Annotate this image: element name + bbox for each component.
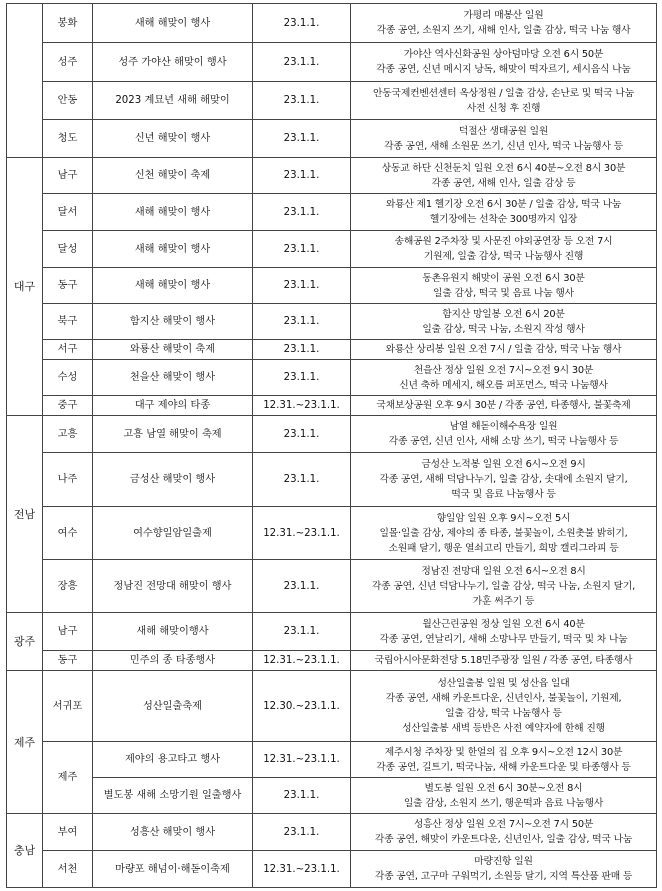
date-cell: 23.1.1. <box>253 120 351 158</box>
table-row <box>7 742 657 778</box>
date-cell: 23.1.1. <box>253 43 351 82</box>
event-name-cell: 함지산 해맞이 행사 <box>93 304 253 340</box>
date-cell: 23.1.1. <box>253 453 351 507</box>
details-cell: 제주시청 주차장 및 한얼의 집 오후 9시~오전 12시 30분 각종 공연, 길트기, 떡국나눔, 새해 카운트다운 및 타종행사 등 <box>351 742 657 778</box>
details-cell: 천을산 정상 일원 오전 7시~오전 9시 30분 신년 축하 메세지, 해오름 퍼포먼스, 떡국 나눔행사 <box>351 360 657 396</box>
event-name-cell: 성산일출축제 <box>93 671 253 742</box>
table-row <box>7 304 657 340</box>
region-cell: 충남 <box>7 814 43 888</box>
table-row <box>7 268 657 304</box>
date-cell: 23.1.1. <box>253 613 351 651</box>
event-name-cell: 새해 해맞이행사 <box>93 613 253 651</box>
date-cell: 12.31.~23.1.1. <box>253 742 351 778</box>
table-row <box>7 560 657 613</box>
date-cell: 23.1.1. <box>253 340 351 360</box>
district-cell: 여수 <box>43 507 93 560</box>
event-name-cell: 고흥 남열 해맞이 축제 <box>93 416 253 453</box>
details-cell: 송해공원 2주차장 및 사문진 야외공연장 등 오전 7시 기원제, 일출 감상, 떡국 나눔행사 진행 <box>351 231 657 268</box>
table-row <box>7 43 657 82</box>
region-cell: 대구 <box>7 158 43 416</box>
date-cell: 23.1.1. <box>253 4 351 43</box>
event-name-cell: 새해 해맞이 행사 <box>93 194 253 231</box>
events-table <box>6 3 657 888</box>
details-cell: 성산일출봉 일원 및 성산읍 일대 각종 공연, 새해 카운트다운, 신년인사, 불꽃놀이, 기원제, 일출 감상, 떡국 나눔행사 등 성산일출봉 새벽 등반은 사전 예약자에 한해 진행 <box>351 671 657 742</box>
event-name-cell: 성주 가야산 해맞이 행사 <box>93 43 253 82</box>
event-name-cell: 정남진 전망대 해맞이 행사 <box>93 560 253 613</box>
district-cell: 동구 <box>43 651 93 671</box>
table-row <box>7 671 657 742</box>
date-cell: 12.31.~23.1.1. <box>253 396 351 416</box>
district-cell: 수성 <box>43 360 93 396</box>
table-row <box>7 194 657 231</box>
details-cell: 금성산 노적봉 일원 오전 6시~오전 9시 각종 공연, 새해 덕담나누기, 일출 감상, 솟대에 소원지 달기, 떡국 및 음료 나눔행사 등 <box>351 453 657 507</box>
event-name-cell: 금성산 해맞이 행사 <box>93 453 253 507</box>
table-row <box>7 651 657 671</box>
region-cell: 전남 <box>7 416 43 613</box>
district-cell: 나주 <box>43 453 93 507</box>
table-row <box>7 814 657 851</box>
event-name-cell: 민주의 종 타종행사 <box>93 651 253 671</box>
details-cell: 별도봉 일원 오전 6시 30분~오전 8시 일출 감상, 소원지 쓰기, 행운떡과 음료 나눔행사 <box>351 778 657 814</box>
date-cell: 12.31.~23.1.1. <box>253 651 351 671</box>
event-name-cell: 마량포 해넘이·해돋이축제 <box>93 851 253 888</box>
district-cell: 서귀포 <box>43 671 93 742</box>
district-cell: 달성 <box>43 231 93 268</box>
details-cell: 와룡산 상리봉 일원 오전 7시 / 일출 감상, 떡국 나눔 행사 <box>351 340 657 360</box>
details-cell: 국립아시아문화전당 5.18민주광장 일원 / 각종 공연, 타종행사 <box>351 651 657 671</box>
district-cell: 안동 <box>43 82 93 120</box>
table-row <box>7 120 657 158</box>
date-cell: 23.1.1. <box>253 360 351 396</box>
district-cell: 성주 <box>43 43 93 82</box>
date-cell: 23.1.1. <box>253 268 351 304</box>
region-cell: 광주 <box>7 613 43 671</box>
details-cell: 동촌유원지 해맞이 공원 오전 6시 30분 일출 감상, 떡국 및 음료 나눔 행사 <box>351 268 657 304</box>
event-name-cell: 와룡산 해맞이 축제 <box>93 340 253 360</box>
event-name-cell: 신년 해맞이 행사 <box>93 120 253 158</box>
date-cell: 23.1.1. <box>253 416 351 453</box>
table-row <box>7 340 657 360</box>
date-cell: 23.1.1. <box>253 560 351 613</box>
date-cell: 23.1.1. <box>253 231 351 268</box>
table-row <box>7 453 657 507</box>
district-cell: 달서 <box>43 194 93 231</box>
details-cell: 덕절산 생태공원 일원 각종 공연, 새해 소원문 쓰기, 신년 인사, 떡국 나눔행사 등 <box>351 120 657 158</box>
table-row <box>7 360 657 396</box>
details-cell: 정남진 전망대 일원 오전 6시~오전 8시 각종 공연, 신년 덕담나누기, 일출 감상, 떡국 나눔, 소원지 달기, 가훈 써주기 등 <box>351 560 657 613</box>
table-row <box>7 231 657 268</box>
details-cell: 가야산 역사신화공원 상아덤마당 오전 6시 50분 각종 공연, 신년 메시지 낭독, 해맞이 떡자르기, 세시음식 나눔 <box>351 43 657 82</box>
district-cell: 북구 <box>43 304 93 340</box>
event-name-cell: 새해 해맞이 행사 <box>93 268 253 304</box>
date-cell: 23.1.1. <box>253 158 351 194</box>
date-cell: 23.1.1. <box>253 82 351 120</box>
district-cell: 서천 <box>43 851 93 888</box>
event-name-cell: 여수향일암일출제 <box>93 507 253 560</box>
date-cell: 23.1.1. <box>253 194 351 231</box>
date-cell: 12.31.~23.1.1. <box>253 851 351 888</box>
details-cell: 와룡산 제1 헬기장 오전 6시 30분 / 일출 감상, 떡국 나눔 헬기장에는 선착순 300명까지 입장 <box>351 194 657 231</box>
district-cell: 장흥 <box>43 560 93 613</box>
details-cell: 함지산 망일봉 오전 6시 20분 일출 감상, 떡국 나눔, 소원지 작성 행사 <box>351 304 657 340</box>
date-cell: 12.31.~23.1.1. <box>253 507 351 560</box>
details-cell: 남열 해돋이해수욕장 일원 각종 공연, 신년 인사, 새해 소망 쓰기, 떡국 나눔행사 등 <box>351 416 657 453</box>
event-name-cell: 신천 해맞이 축제 <box>93 158 253 194</box>
event-name-cell: 성흥산 해맞이 행사 <box>93 814 253 851</box>
table-row <box>7 851 657 888</box>
event-name-cell: 새해 해맞이 행사 <box>93 231 253 268</box>
event-name-cell: 대구 제야의 타종 <box>93 396 253 416</box>
region-cell: 제주 <box>7 671 43 814</box>
district-cell: 동구 <box>43 268 93 304</box>
table-row <box>7 158 657 194</box>
details-cell: 안동국제컨벤션센터 옥상정원 / 일출 감상, 손난로 및 떡국 나눔 사전 신청 후 진행 <box>351 82 657 120</box>
date-cell: 23.1.1. <box>253 778 351 814</box>
date-cell: 23.1.1. <box>253 304 351 340</box>
event-name-cell: 별도봉 새해 소망기원 일출행사 <box>93 778 253 814</box>
table-row <box>7 416 657 453</box>
details-cell: 상동교 하단 신천둔치 일원 오전 6시 40분~오전 8시 30분 각종 공연, 새해 인사, 일출 감상 등 <box>351 158 657 194</box>
event-name-cell: 천을산 해맞이 행사 <box>93 360 253 396</box>
table-row <box>7 778 657 814</box>
region-cell <box>7 4 43 158</box>
district-cell: 중구 <box>43 396 93 416</box>
table-row <box>7 613 657 651</box>
event-name-cell: 새해 해맞이 행사 <box>93 4 253 43</box>
table-row <box>7 507 657 560</box>
district-cell: 남구 <box>43 613 93 651</box>
date-cell: 12.30.~23.1.1. <box>253 671 351 742</box>
event-name-cell: 2023 계묘년 새해 해맞이 <box>93 82 253 120</box>
district-cell: 부여 <box>43 814 93 851</box>
district-cell: 봉화 <box>43 4 93 43</box>
details-cell: 성흥산 정상 일원 오전 7시~오전 7시 50분 각종 공연, 해맞이 카운트다운, 신년인사, 일출 감상, 떡국 나눔 <box>351 814 657 851</box>
details-cell: 가평리 매봉산 일원 각종 공연, 소원지 쓰기, 새해 인사, 일출 감상, 떡국 나눔 행사 <box>351 4 657 43</box>
details-cell: 국채보상공원 오후 9시 30분 / 각종 공연, 타종행사, 불꽃축제 <box>351 396 657 416</box>
district-cell: 제주 <box>43 742 93 814</box>
date-cell: 23.1.1. <box>253 814 351 851</box>
district-cell: 청도 <box>43 120 93 158</box>
details-cell: 마량진항 일원 각종 공연, 고구마 구워먹기, 소원등 달기, 지역 특산품 판매 등 <box>351 851 657 888</box>
table-row <box>7 396 657 416</box>
details-cell: 월산근린공원 정상 일원 오전 6시 40분 각종 공연, 연날리기, 새해 소망나무 만들기, 떡국 및 차 나눔 <box>351 613 657 651</box>
table-row <box>7 4 657 43</box>
table-row <box>7 82 657 120</box>
district-cell: 고흥 <box>43 416 93 453</box>
district-cell: 서구 <box>43 340 93 360</box>
district-cell: 남구 <box>43 158 93 194</box>
details-cell: 향일암 일원 오후 9시~오전 5시 일몰·일출 감상, 제야의 종 타종, 불꽃놀이, 소원촛불 밝히기, 소원패 달기, 행운 열쇠고리 만들기, 희망 캘리그라피 등 <box>351 507 657 560</box>
event-name-cell: 제야의 용고타고 행사 <box>93 742 253 778</box>
